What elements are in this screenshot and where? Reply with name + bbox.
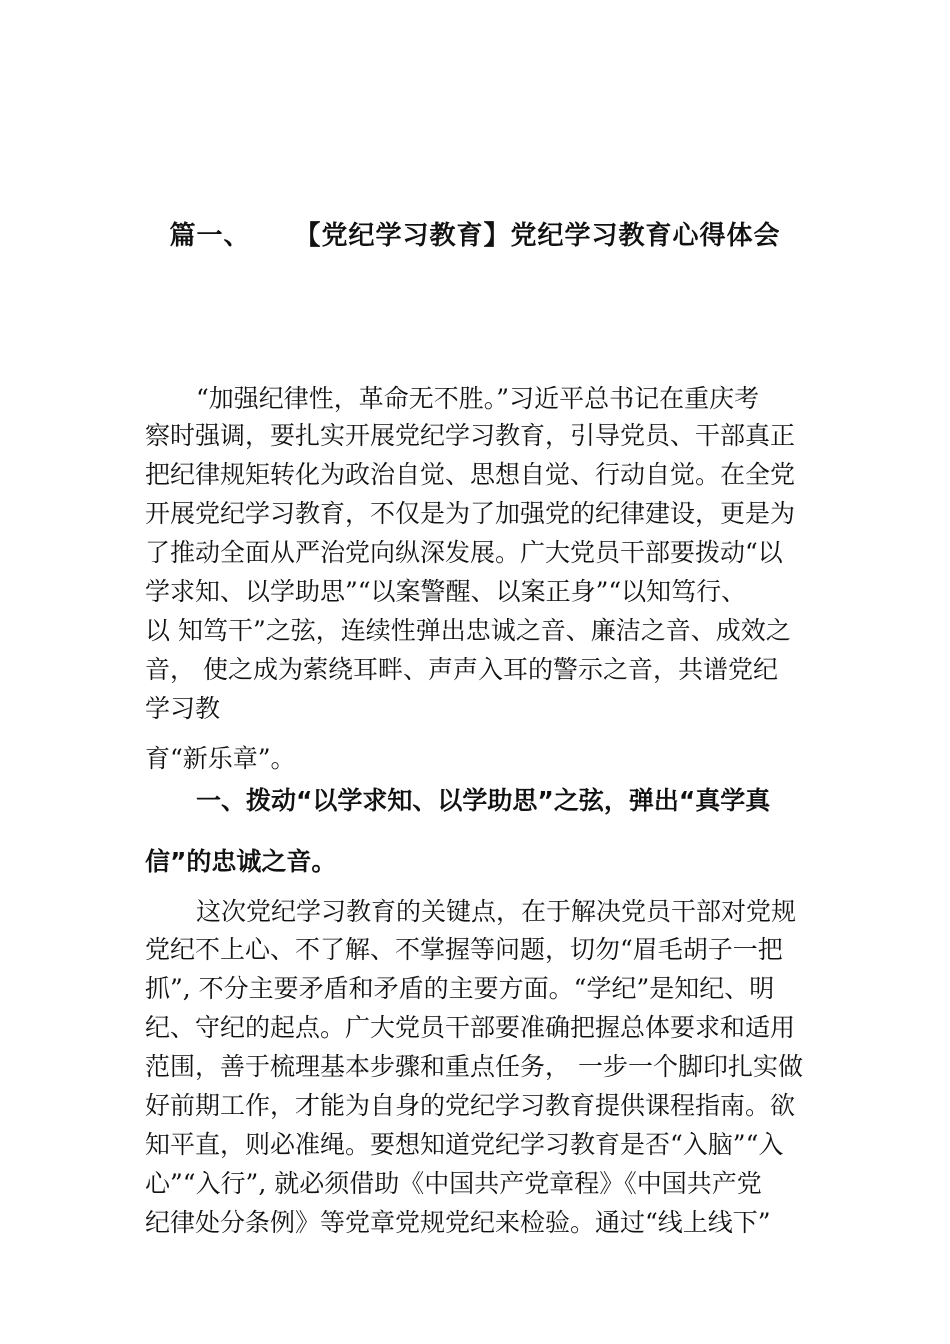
title-main: 【党纪学习教育】党纪学习教育心得体会 bbox=[294, 221, 781, 251]
text-line: 好前期工作，才能为自身的党纪学习教育提供课程指南。欲 bbox=[145, 1091, 796, 1120]
text-line: 把纪律规矩转化为政治自觉、思想自觉、行动自觉。在全党 bbox=[145, 460, 796, 489]
text-line: 开展党纪学习教育，不仅是为了加强党的纪律建设，更是为 bbox=[145, 499, 796, 528]
text-line: 以 知笃干”之弦，连续性弹出忠诚之音、廉洁之音、成效之 bbox=[145, 616, 791, 645]
text-line: 抓”, 不分主要矛盾和矛盾的主要方面。“学纪”是知纪、明 bbox=[145, 974, 775, 1003]
heading-line: 信”的忠诚之音。 bbox=[145, 847, 337, 876]
text-line: 了推动全面从严治党向纵深发展。广大党员干部要拨动“以 bbox=[145, 538, 783, 567]
heading-line: 一、拨动“以学求知、以学助思”之弦，弹出“真学真 bbox=[196, 786, 771, 815]
text-line: 音， 使之成为萦绕耳畔、声声入耳的警示之音，共谱党纪 bbox=[145, 655, 778, 684]
text-line: 学求知、以学助思”“以案警醒、以案正身”“以知笃行、 bbox=[145, 577, 747, 606]
text-line: 育“新乐章”。 bbox=[145, 744, 296, 773]
text-line: 这次党纪学习教育的关键点，在于解决党员干部对党规 bbox=[196, 897, 797, 926]
text-line: 纪、守纪的起点。广大党员干部要准确把握总体要求和适用 bbox=[145, 1013, 796, 1042]
document-title bbox=[0, 216, 950, 256]
text-line: 心”“入行”, 就必须借助《中国共产党章程》《中国共产党 bbox=[145, 1169, 762, 1198]
text-line: 察时强调，要扎实开展党纪学习教育，引导党员、干部真正 bbox=[145, 421, 796, 450]
text-line: 学习教 bbox=[145, 694, 221, 723]
text-line: 知平直，则必准绳。要想知道党纪学习教育是否“入脑”“入 bbox=[145, 1130, 784, 1159]
title-prefix: 篇一、 bbox=[169, 221, 251, 251]
text-line: 纪律处分条例》等党章党规党纪来检验。通过“线上线下” bbox=[145, 1208, 771, 1237]
text-line: “加强纪律性，革命无不胜。”习近平总书记在重庆考 bbox=[196, 384, 760, 413]
text-line: 党纪不上心、不了解、不掌握等问题，切勿“眉毛胡子一把 bbox=[145, 935, 783, 964]
text-line: 范围，善于梳理基本步骤和重点任务， 一步一个脚印扎实做 bbox=[145, 1052, 803, 1081]
